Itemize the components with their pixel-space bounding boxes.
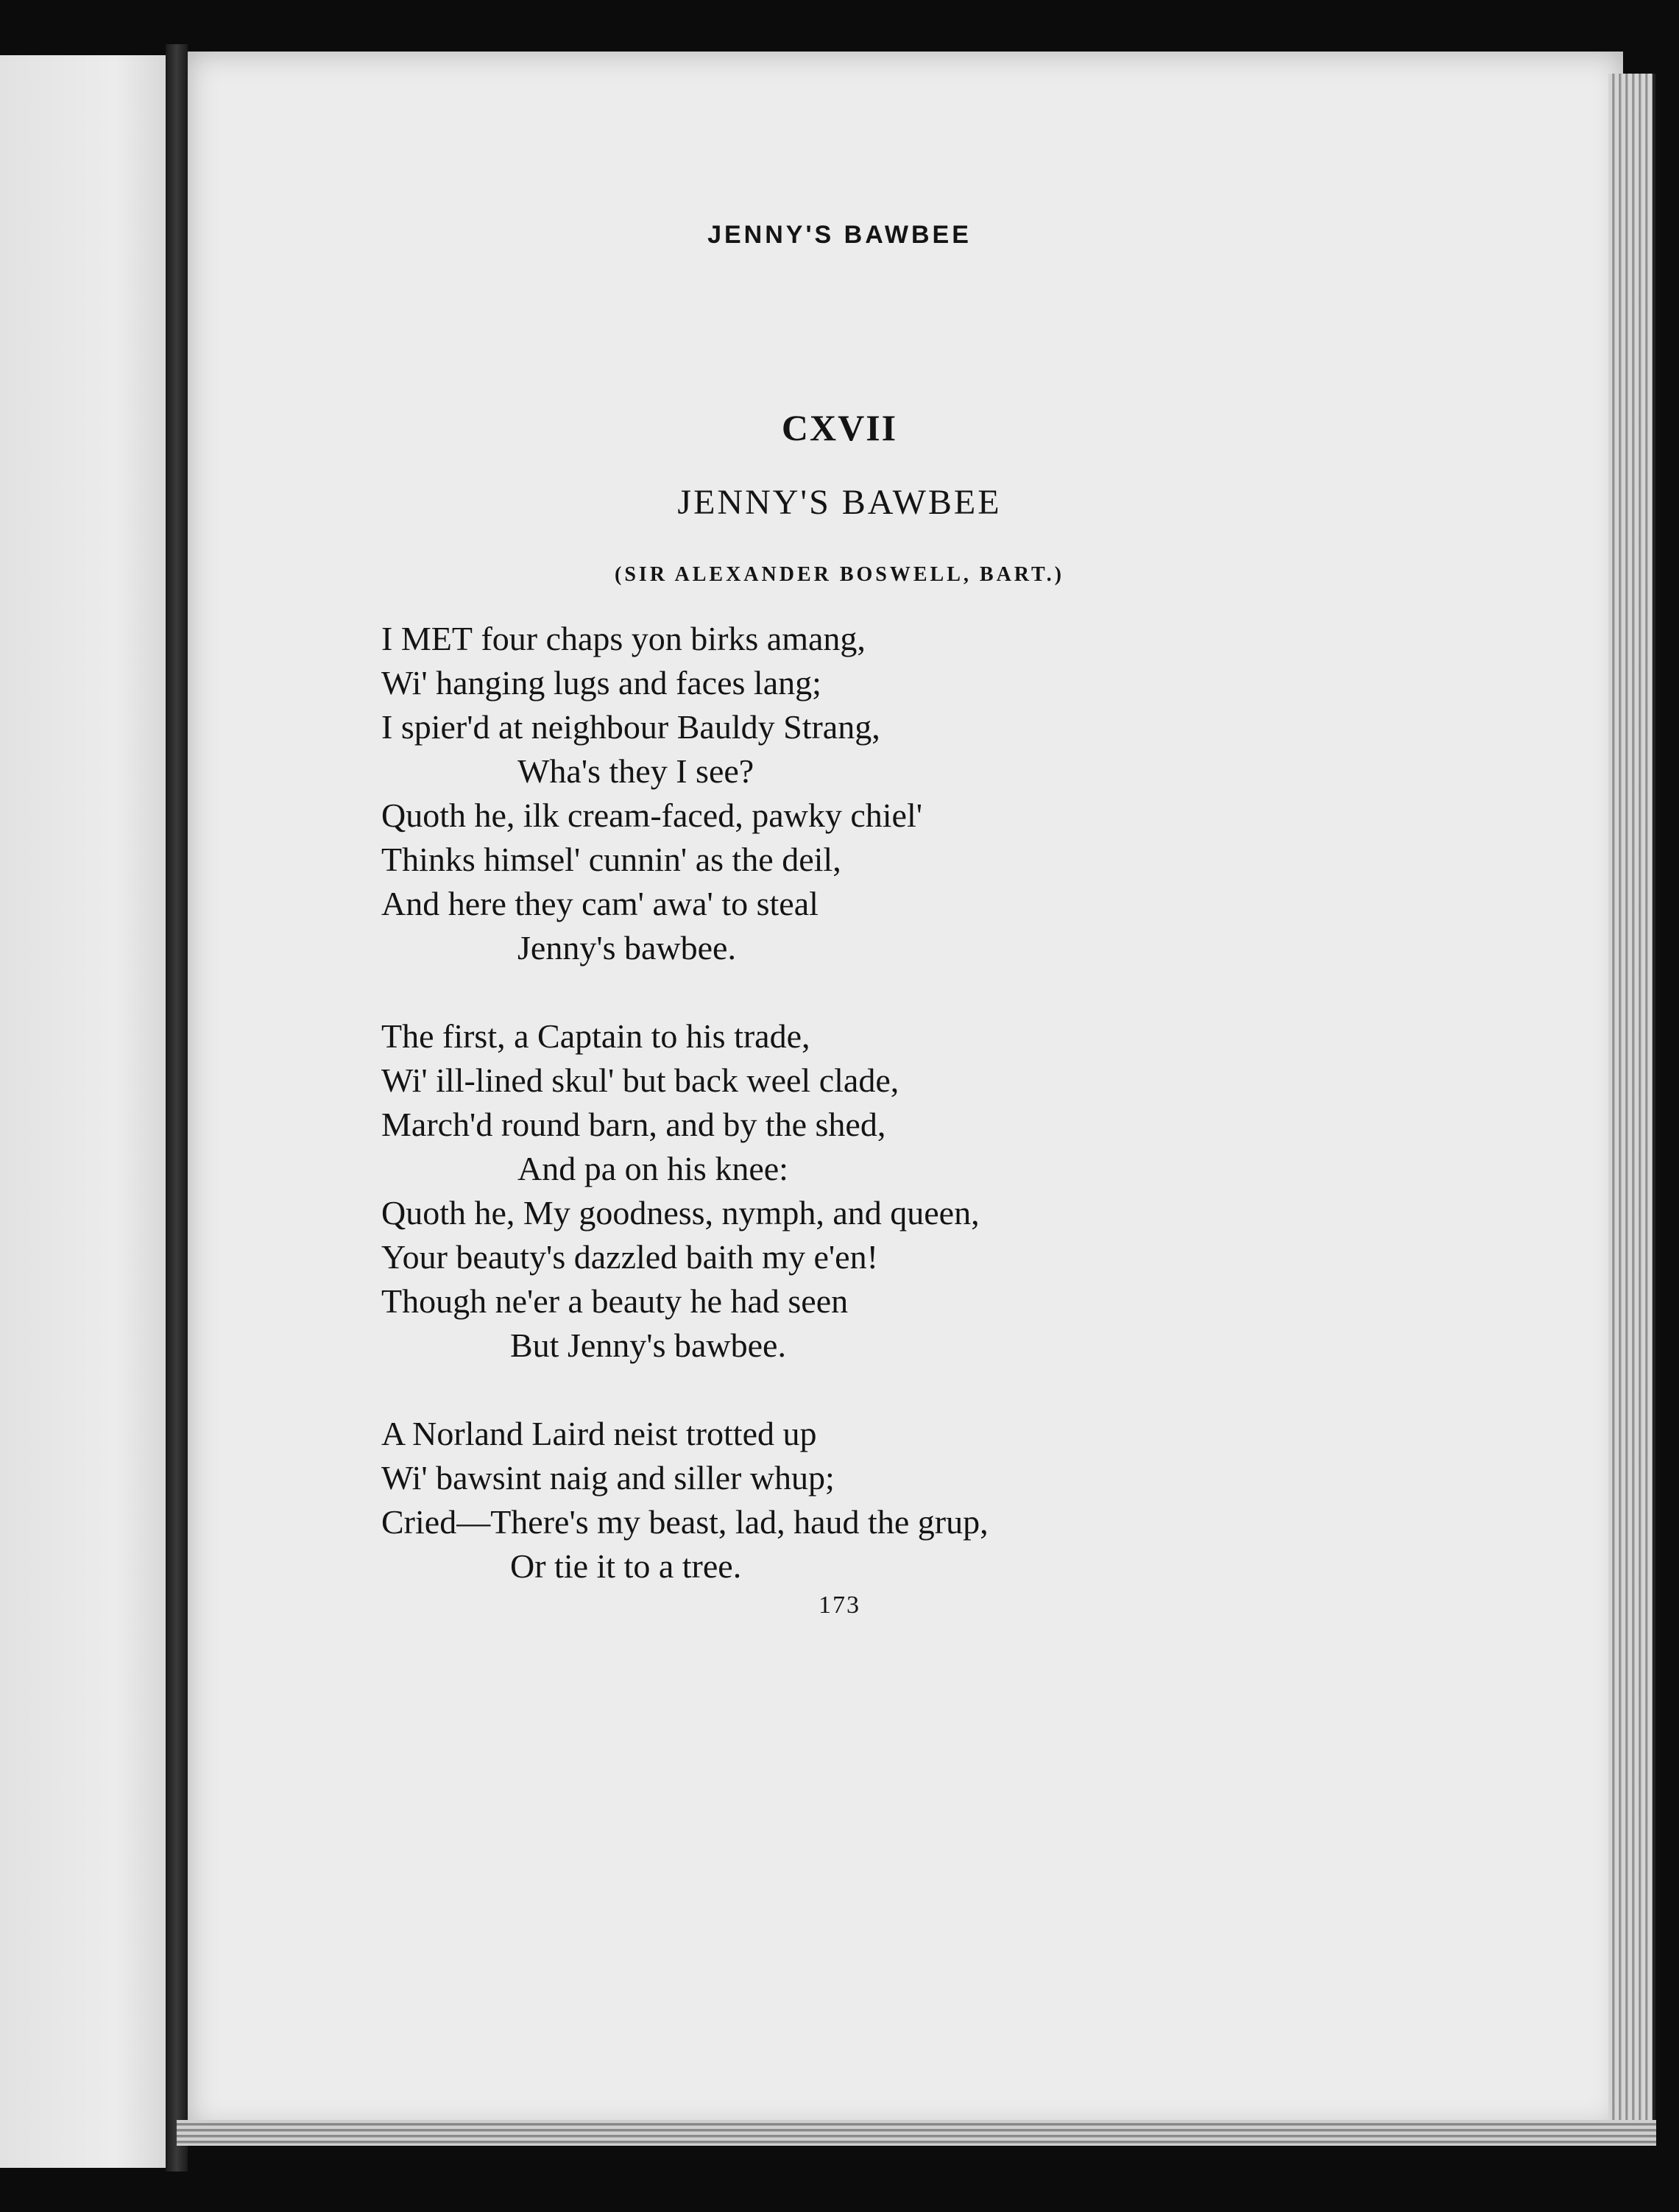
poem-line: Quoth he, My goodness, nymph, and queen, bbox=[381, 1194, 980, 1232]
page-number: 173 bbox=[819, 1591, 860, 1619]
poem-line bbox=[381, 617, 1265, 661]
poem-line-refrain: And pa on his knee: bbox=[517, 1150, 788, 1187]
line-rest: four chaps yon birks amang, bbox=[472, 620, 866, 657]
poem-line: Wi' bawsint naig and siller whup; bbox=[381, 1459, 835, 1497]
poem-line: Cried—There's my beast, lad, haud the grup, bbox=[381, 1503, 989, 1541]
poem-number: CXVII bbox=[781, 407, 898, 448]
small-caps-word: MET bbox=[400, 620, 473, 657]
poem-line-refrain: But Jenny's bawbee. bbox=[510, 1326, 786, 1364]
stanza-2 bbox=[381, 1014, 1265, 1368]
poem-line-refrain: Wha's they I see? bbox=[517, 752, 754, 790]
poem-line: Though ne'er a beauty he had seen bbox=[381, 1282, 849, 1320]
poem-line-refrain: Or tie it to a tree. bbox=[510, 1547, 742, 1585]
stanza-3 bbox=[381, 1412, 1265, 1589]
page-edges-bottom bbox=[177, 2120, 1656, 2146]
poem-line: A Norland Laird neist trotted up bbox=[381, 1415, 817, 1452]
poem-line: Wi' ill-lined skul' but back weel clade, bbox=[381, 1061, 899, 1099]
poem-line: Quoth he, ilk cream-faced, pawky chiel' bbox=[381, 796, 923, 834]
book-gutter bbox=[166, 44, 188, 2172]
poem-line: Thinks himsel' cunnin' as the deil, bbox=[381, 841, 841, 878]
poem-line: The first, a Captain to his trade, bbox=[381, 1017, 810, 1055]
facing-page-edge bbox=[0, 55, 170, 2168]
poem-body bbox=[381, 617, 1265, 1633]
first-word: I bbox=[381, 620, 401, 657]
poem-author: (SIR ALEXANDER BOSWELL, BART.) bbox=[615, 563, 1064, 586]
poem-line-refrain: Jenny's bawbee. bbox=[517, 929, 736, 967]
poem-title: JENNY'S BAWBEE bbox=[677, 483, 1002, 522]
poem-line: Your beauty's dazzled baith my e'en! bbox=[381, 1238, 878, 1276]
page-edges-right bbox=[1608, 74, 1655, 2142]
poem-line: I spier'd at neighbour Bauldy Strang, bbox=[381, 708, 880, 746]
running-head: JENNY'S BAWBEE bbox=[707, 221, 972, 249]
poem-line: March'd round barn, and by the shed, bbox=[381, 1106, 886, 1143]
stanza-1 bbox=[381, 617, 1265, 970]
poem-line: And here they cam' awa' to steal bbox=[381, 885, 819, 922]
poem-line: Wi' hanging lugs and faces lang; bbox=[381, 664, 821, 702]
